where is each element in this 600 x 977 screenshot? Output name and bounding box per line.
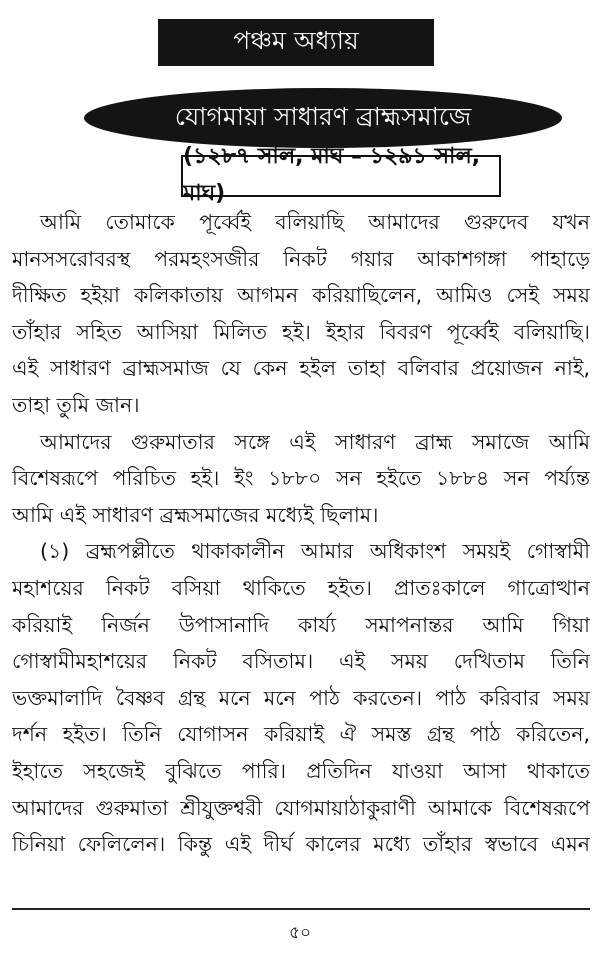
text-line: মহাশয়ের নিকট বসিয়া থাকিতে হইত। প্রাতঃকালে গাত্রোত্থান	[12, 575, 590, 600]
text-line: তাহা তুমি জান।	[12, 392, 140, 417]
text-line: করিয়াই নির্জন উপাসানাদি কার্য্য সমাপনান্তর আমি গিয়া	[12, 612, 590, 637]
text-line: আমি এই সাধারণ ব্রহ্মসমাজের মধ্যেই ছিলাম।	[12, 502, 379, 527]
footer-rule	[12, 908, 590, 910]
page-number: ৫০	[288, 923, 312, 943]
text-line: মানসসরোবরস্থ পরমহংসজীর নিকট গয়ার আকাশগঙ্গা পাহাড়ে	[12, 246, 590, 271]
text-line: দীক্ষিত হইয়া কলিকাতায় আগমন করিয়াছিলেন, আমিও সেই সময়	[12, 283, 590, 308]
text-line: আমাদের গুরুমাতা শ্রীযুক্তশ্বরী যোগমায়াঠাকুরাণী আমাকে বিশেষরূপে	[12, 795, 590, 820]
text-line: ভক্তমালাদি বৈষ্ণব গ্রন্থ মনে মনে পাঠ করতেন। পাঠ করিবার সময়	[12, 685, 590, 710]
chapter-label: পঞ্চম অধ্যায়	[233, 26, 359, 55]
text-line: তাঁহার সহিত আসিয়া মিলিত হই। ইহার বিবরণ পূর্ব্বেই বলিয়াছি।	[12, 319, 590, 344]
body-text	[12, 204, 590, 863]
text-line: চিনিয়া ফেলিলেন। কিন্তু এই দীর্ঘ কালের মধ্যে তাঁহার স্বভাবে এমন	[12, 832, 590, 857]
text-line: বিশেষরূপে পরিচিত হই। ইং ১৮৮০ সন হইতে ১৮৮৪ সন পর্য্যন্ত	[12, 466, 590, 491]
text-line: আমাদের গুরুমাতার সঙ্গে এই সাধারণ ব্রাহ্ম সমাজে আমি	[40, 429, 590, 454]
date-range-box	[181, 144, 501, 206]
text-line: ইহাতে সহজেই বুঝিতে পারি। প্রতিদিন যাওয়া আসা থাকাতে	[12, 758, 590, 783]
text-line: আমি তোমাকে পূর্ব্বেই বলিয়াছি আমাদের গুরুদেব যখন	[40, 210, 590, 234]
chapter-label-box	[158, 19, 434, 66]
text-line: গোস্বামীমহাশয়ের নিকট বসিতাম। এই সময় দেখিতাম তিনি	[12, 649, 590, 674]
text-line: দর্শন হইত। তিনি যোগাসন করিয়াই ঐ সমস্ত গ্রন্থ পাঠ করিতেন,	[12, 722, 590, 747]
chapter-title: যোগমায়া সাধারণ ব্রাহ্মসমাজে	[174, 101, 472, 131]
text-line: (১) ব্রহ্মপল্লীতে থাকাকালীন আমার অধিকাংশ সময়ই গোস্বামী	[40, 539, 590, 564]
date-range: (১২৮৭ সাল, মাঘ – ১২৯১ সাল, মাঘ)	[183, 144, 481, 206]
text-line: এই সাধারণ ব্রাহ্মসমাজ যে কেন হইল তাহা বলিবার প্রয়োজন নাই,	[12, 356, 590, 381]
